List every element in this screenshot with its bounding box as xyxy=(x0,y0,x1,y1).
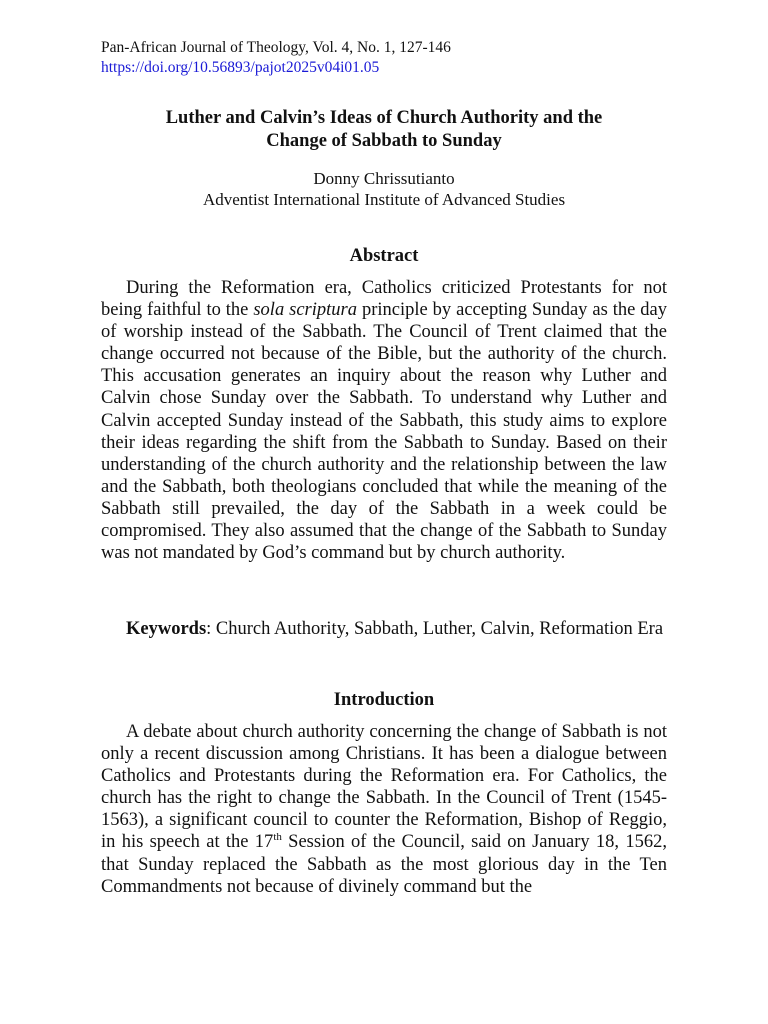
journal-header xyxy=(101,38,451,78)
introduction-text-start: A debate about church authority concerning the change of Sabbath is not only a recent discussion among Christians. It has been a dialogue between Catholics and Protestants during the Reformation era. For Catholics, the church has the right to change the Sabbath. In the Council of Trent (1545-1563), a significant council to counter the Reformation, Bishop of Reggio, in his speech at the 17 xyxy=(101,722,667,853)
abstract-text-end: principle by accepting Sunday as the day of worship instead of the Sabbath. The Council of Trent claimed that the change occurred not because of the Bible, but the authority of the church. This accusation generates an inquiry about the reason why Luther and Calvin chose Sunday over the Sabbath. To understand why Luther and Calvin accepted Sunday instead of the Sabbath, this study aims to explore their ideas regarding the shift from the Sabbath to Sunday. Based on their understanding of the church authority and the relationship between the law and the Sabbath, both theologians concluded that while the meaning of the Sabbath still prevailed, the day of the Sabbath in a week could be compromised. They also assumed that the change of the Sabbath to Sunday was not mandated by God’s command but by church authority. xyxy=(101,300,668,564)
keywords-paragraph xyxy=(101,618,667,640)
paper-title xyxy=(100,107,668,153)
introduction-paragraph xyxy=(101,721,667,898)
abstract-text-start: During the Reformation era, Catholics criticized Protestants for not being faithful to the xyxy=(101,278,667,321)
keywords-text: : Church Authority, Sabbath, Luther, Calvin, Reformation Era xyxy=(206,619,664,639)
keywords-label: Keywords xyxy=(126,619,207,639)
title-line-1: Luther and Calvin’s Ideas of Church Authority and the xyxy=(165,108,603,128)
author-name: Donny Chrissutianto xyxy=(313,169,455,188)
introduction-heading: Introduction xyxy=(333,690,435,710)
title-line-2: Change of Sabbath to Sunday xyxy=(266,131,502,151)
journal-citation: Pan-African Journal of Theology, Vol. 4, No. 1, 127-146 xyxy=(101,39,451,56)
abstract-heading: Abstract xyxy=(349,246,419,266)
abstract-italic-term: sola scriptura xyxy=(253,300,357,321)
introduction-text-end: Session of the Council, said on January 18, 1562, that Sunday replaced the Sabbath as the most glorious day in the Ten Commandments not because of divinely command but the xyxy=(101,832,667,897)
abstract-paragraph xyxy=(101,277,667,564)
ordinal-superscript: th xyxy=(273,831,282,844)
author-block xyxy=(100,168,668,210)
doi-link[interactable]: https://doi.org/10.56893/pajot2025v04i01.05 xyxy=(101,59,380,76)
author-affiliation: Adventist International Institute of Advanced Studies xyxy=(202,190,566,209)
